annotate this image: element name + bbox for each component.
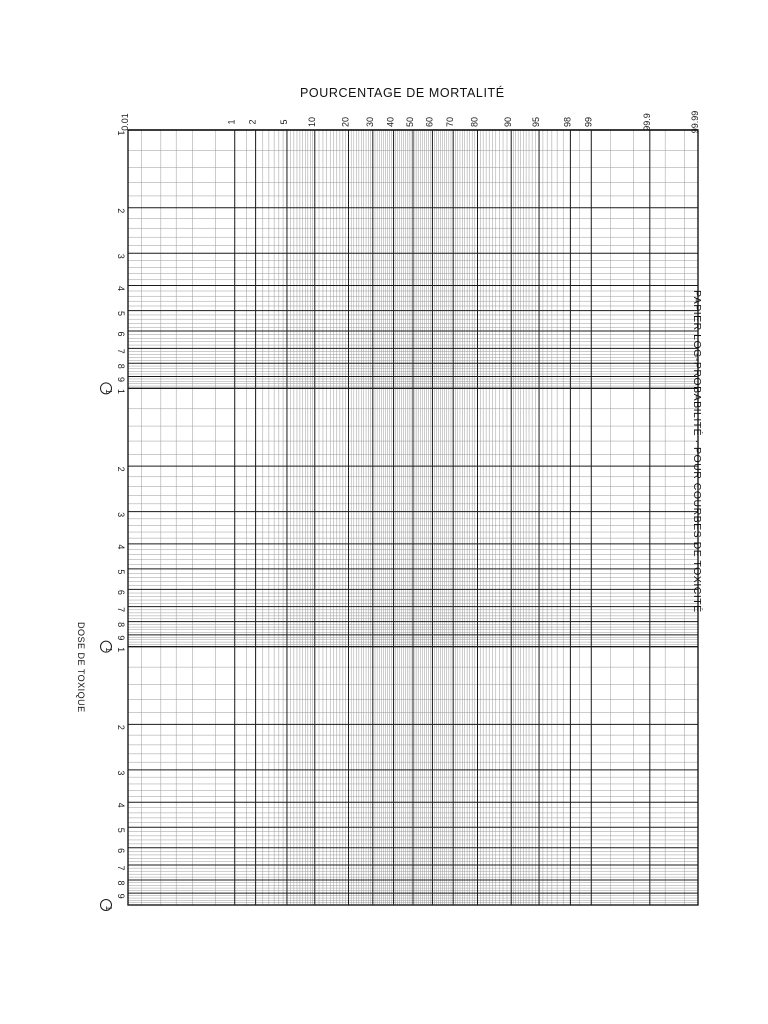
y-tick-label: 5 [116,311,126,317]
x-tick-label: 99.99 [690,110,700,134]
y-tick-label: 5 [116,569,126,575]
decade-marker-label: 1 [104,647,113,652]
x-tick-label: 80 [469,116,480,128]
y-tick-label: 2 [116,208,126,214]
y-tick-label: 7 [116,348,126,354]
y-tick-label: 1 [116,130,126,136]
y-tick-labels [101,130,127,910]
x-tick-label: 99 [583,116,594,128]
x-tick-label: 30 [364,116,375,128]
y-tick-label: 1 [116,388,126,394]
y-tick-label: 8 [116,363,126,369]
major-grid [128,130,698,905]
x-tick-label: 98 [562,116,573,128]
y-tick-label: 4 [116,544,126,550]
y-tick-label: 9 [116,893,126,899]
x-tick-label: 99.9 [641,113,652,131]
y-tick-label: 7 [116,607,126,613]
y-tick-label: 7 [116,865,126,871]
x-tick-label: 20 [340,116,351,128]
y-axis-label: DOSE DE TOXIQUE [76,622,86,713]
y-tick-label: 6 [116,331,126,337]
y-tick-label: 8 [116,622,126,628]
x-tick-label: 10 [306,116,317,128]
x-tick-label: 70 [445,116,456,128]
x-tick-label: 2 [247,119,258,125]
x-tick-label: 1 [226,119,237,125]
y-tick-label: 8 [116,880,126,886]
x-tick-label: 0.01 [120,113,130,131]
y-tick-label: 2 [116,466,126,472]
y-tick-label: 4 [116,286,126,292]
x-tick-label: 60 [424,116,435,128]
decade-marker-label: 1 [104,905,113,911]
y-tick-label: 3 [116,770,126,776]
y-tick-label: 2 [116,724,126,730]
y-tick-label: 3 [116,512,126,518]
y-tick-label: 1 [116,647,126,653]
side-title: PAPIER LOG-PROBABILITÉ · POUR COURBES DE TOXICITÉ [691,290,703,613]
x-tick-label: 90 [503,116,514,128]
y-tick-label: 5 [116,827,126,833]
x-tick-label: 50 [405,116,415,128]
y-tick-label: 3 [116,253,126,259]
y-tick-label: 6 [116,848,126,854]
x-tick-label: 95 [531,116,542,128]
y-tick-label: 9 [116,377,126,383]
y-tick-label: 6 [116,589,126,595]
y-tick-label: 4 [116,802,126,808]
x-tick-label: 5 [278,119,289,125]
decade-marker-label: 1 [104,389,113,394]
x-tick-label: 40 [385,116,396,128]
chart-title: POURCENTAGE DE MORTALITÉ [300,86,505,100]
y-tick-label: 9 [116,635,126,641]
